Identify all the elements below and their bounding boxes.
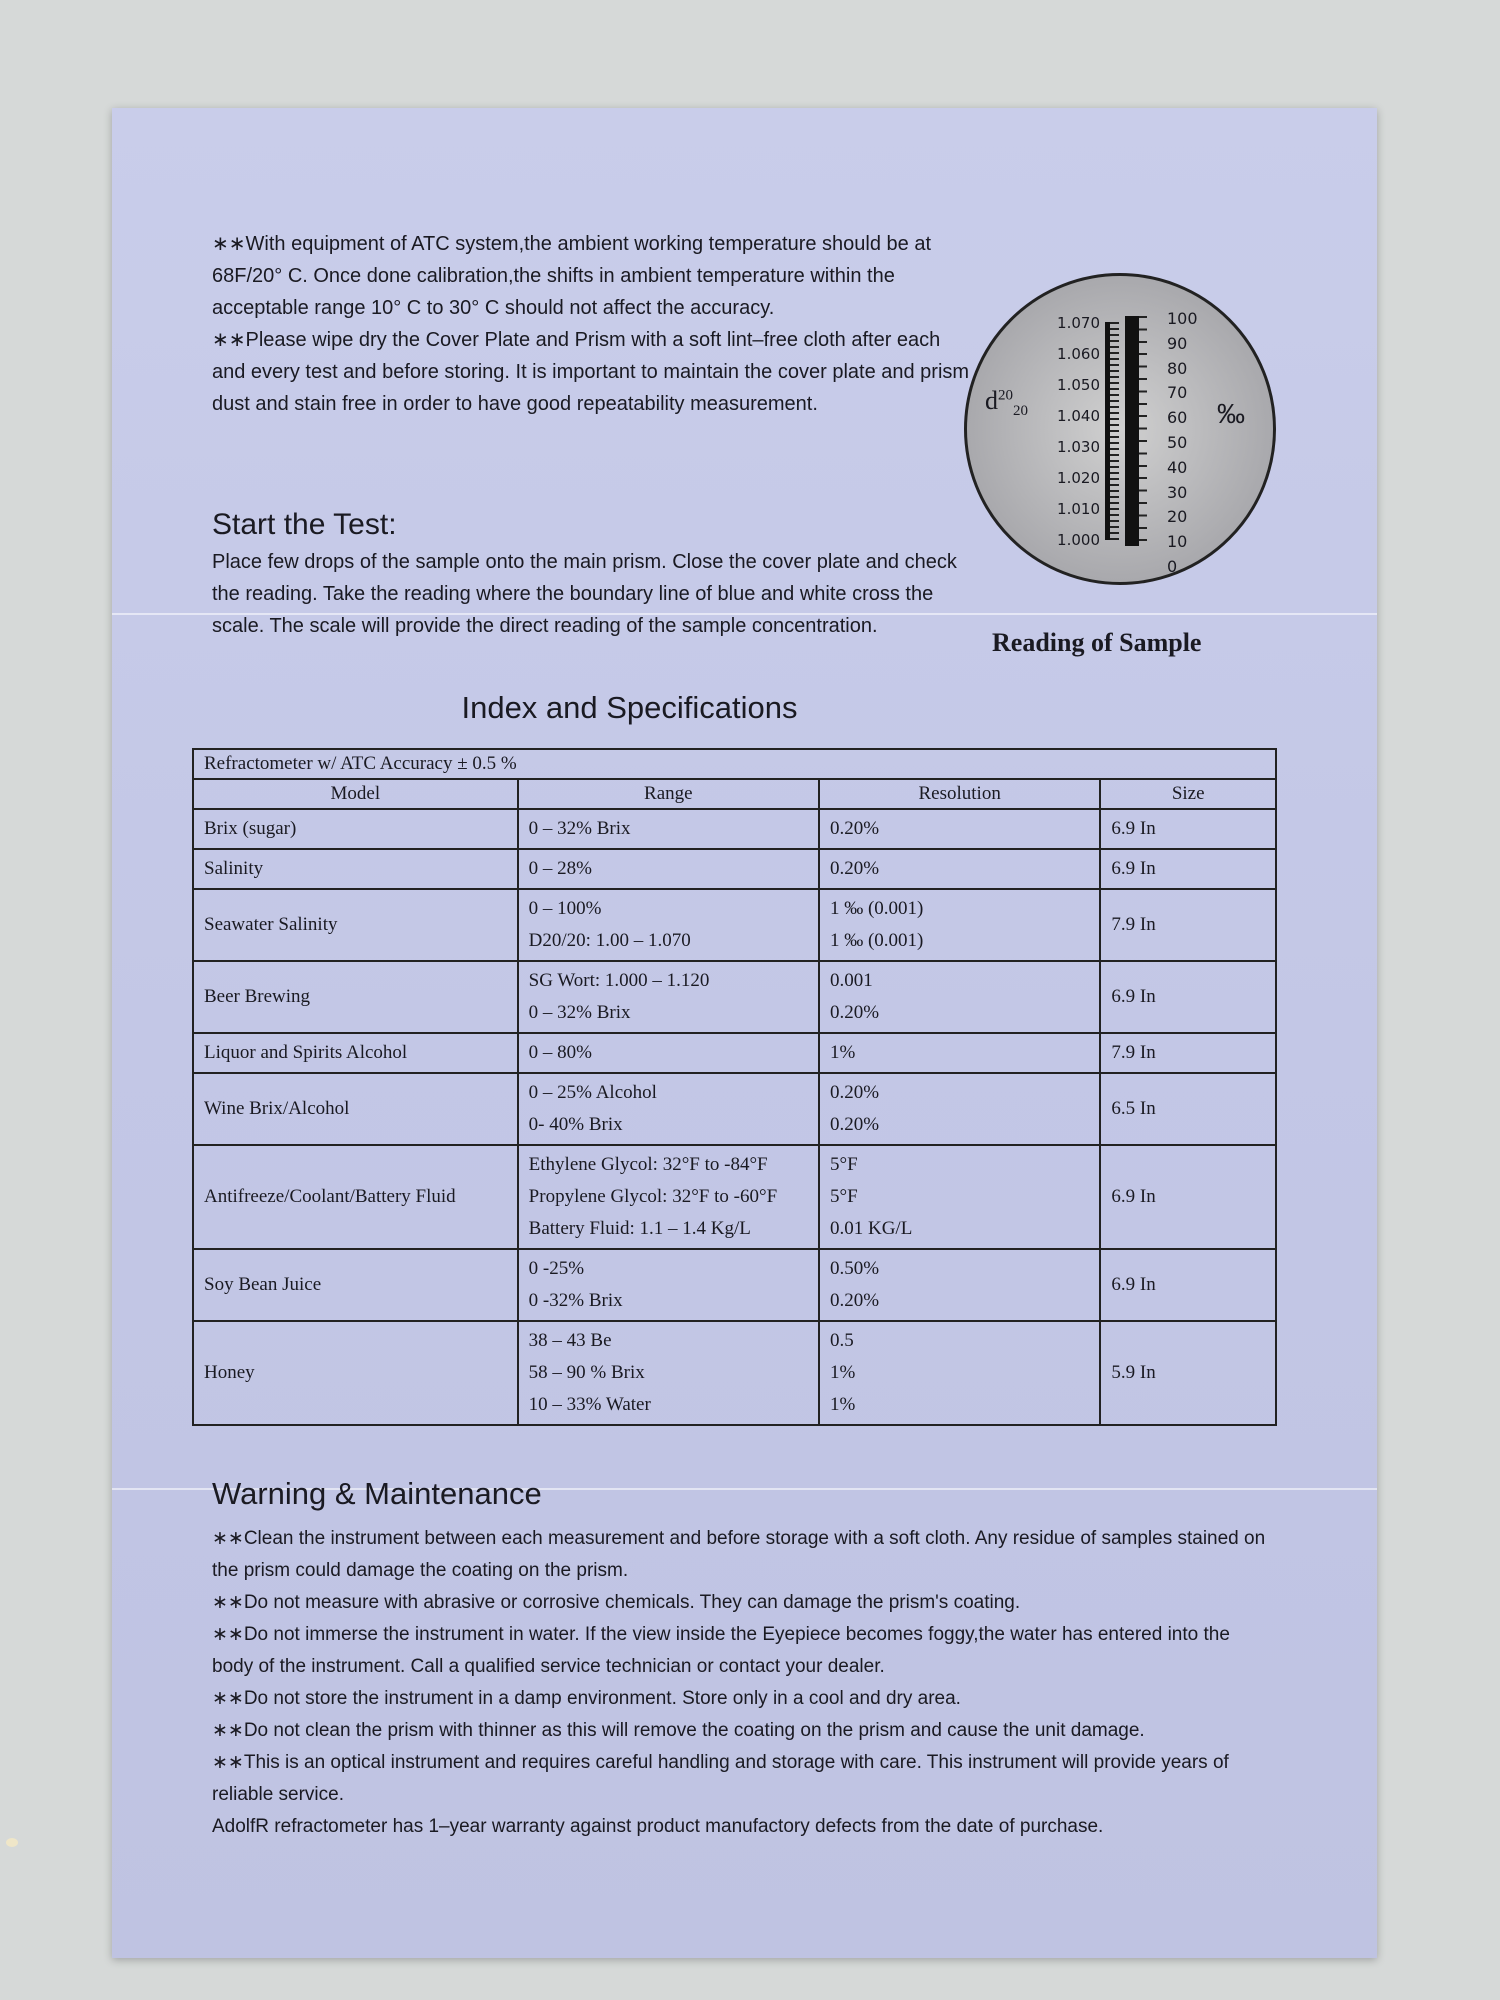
resolution-line: 0.20% [829,1114,880,1135]
resolution-cell [819,889,1100,961]
resolution-line: 1% [829,1394,856,1415]
resolution-cell [819,1145,1100,1249]
resolution-cell [819,809,1100,849]
range-line: 0 -32% Brix [528,1290,623,1311]
pct-tick-label: 90 [1167,333,1188,353]
model-cell: Antifreeze/Coolant/Battery Fluid [193,1145,518,1249]
resolution-line: 1% [829,1042,856,1063]
table-speck [6,1838,18,1847]
size-cell: 7.9 In [1100,889,1276,961]
sg-tick-label: 1.030 [1057,438,1100,456]
resolution-cell [819,1033,1100,1073]
size-cell: 6.5 In [1100,1073,1276,1145]
warning-item: ∗∗Do not measure with abrasive or corrosive chemicals. They can damage the prism's coating. [212,1592,1021,1613]
model-cell: Beer Brewing [193,961,518,1033]
d20-20-label: $d^{20}_{20}$ [985,386,1028,420]
pct-tick-label: 100 [1167,309,1198,328]
spec-body [193,809,1276,1425]
instruction-sheet [112,108,1377,1958]
spec-row [193,1073,1276,1145]
accuracy-cell: Refractometer w/ ATC Accuracy ± 0.5 % [193,749,1276,779]
resolution-cell [819,961,1100,1033]
resolution-line: 0.50% [829,1258,880,1279]
warning-item: ∗∗Do not store the instrument in a damp environment. Store only in a cool and dry area. [212,1688,961,1709]
permille-ticks [1167,309,1207,582]
range-cell [518,849,819,889]
resolution-cell [819,1073,1100,1145]
resolution-line: 5°F [829,1186,858,1207]
size-cell: 5.9 In [1100,1321,1276,1425]
pct-tick-label: 10 [1167,532,1188,552]
pct-tick-label: 0 [1167,556,1178,576]
resolution-line: 1% [829,1362,856,1383]
intro-section [212,228,972,420]
warning-item: ∗∗Clean the instrument between each measurement and before storage with a soft cloth. Any residue of samples stained on the prism could damage the coating on the prism. [212,1528,1266,1581]
spec-row [193,1249,1276,1321]
permille-scale-bar [1125,316,1139,546]
reading-caption: Reading of Sample [992,628,1202,657]
reading-scale-figure [964,273,1274,583]
spec-row [193,889,1276,961]
range-cell [518,1073,819,1145]
sg-tick-label: 1.020 [1057,469,1100,487]
resolution-line: 1 ‰ (0.001) [829,930,924,951]
range-line: SG Wort: 1.000 – 1.120 [528,970,710,991]
pct-tick-label: 30 [1167,482,1188,502]
range-line: 0 – 28% [528,858,592,879]
range-line: 0 – 100% [528,898,602,919]
range-line: D20/20: 1.00 – 1.070 [528,930,691,951]
size-cell: 6.9 In [1100,1145,1276,1249]
warranty-note: AdolfR refractometer has 1–year warranty against product manufactory defects from the date of purchase. [212,1816,1104,1837]
warning-item: ∗∗Do not immerse the instrument in water. If the view inside the Eyepiece becomes foggy,the water has entered into the body of the instrument. Call a qualified service technician or contact your dealer. [212,1624,1230,1677]
range-line: 38 – 43 Be [528,1330,612,1351]
header-model: Model [193,779,518,809]
atc-paragraph: ∗∗With equipment of ATC system,the ambient working temperature should be at 68F/20° C. Once done calibration,the shifts in ambient temperature within the acceptable range 10° C to 30° C should not affect the accuracy. [212,233,932,319]
size-cell: 6.9 In [1100,961,1276,1033]
sg-tick-label: 1.060 [1057,345,1100,363]
range-line: 0 – 32% Brix [528,818,631,839]
resolution-line: 0.20% [829,1002,880,1023]
pct-tick-label: 60 [1167,408,1188,428]
header-resolution: Resolution [819,779,1100,809]
header-range: Range [518,779,819,809]
model-cell: Liquor and Spirits Alcohol [193,1033,518,1073]
range-line: 10 – 33% Water [528,1394,651,1415]
resolution-line: 5°F [829,1154,858,1175]
specific-gravity-ticks [1045,314,1100,562]
model-cell: Wine Brix/Alcohol [193,1073,518,1145]
sg-tick-label: 1.000 [1057,531,1100,549]
spec-table [192,748,1277,1426]
size-cell: 6.9 In [1100,849,1276,889]
resolution-line: 0.20% [829,1082,880,1103]
header-size: Size [1100,779,1276,809]
cleaning-paragraph: ∗∗Please wipe dry the Cover Plate and Prism with a soft lint–free cloth after each and every test and before storing. It is important to maintain the cover plate and prism dust and stain free in order to have good repeatability measurement. [212,329,970,415]
spec-row [193,961,1276,1033]
size-cell: 7.9 In [1100,1033,1276,1073]
range-line: 58 – 90 % Brix [528,1362,645,1383]
pct-tick-label: 50 [1167,432,1188,452]
range-cell [518,961,819,1033]
sg-tick-label: 1.050 [1057,376,1100,394]
model-cell: Honey [193,1321,518,1425]
range-cell [518,809,819,849]
sg-tick-label: 1.010 [1057,500,1100,518]
range-line: 0 – 80% [528,1042,592,1063]
spec-row [193,1033,1276,1073]
range-line: Battery Fluid: 1.1 – 1.4 Kg/L [528,1218,751,1239]
range-cell [518,1033,819,1073]
sg-tick-label: 1.040 [1057,407,1100,425]
start-test-heading: Start the Test: [212,508,397,541]
permille-unit-label: ‰ [1217,398,1245,429]
range-line: 0 – 32% Brix [528,1002,631,1023]
sg-tick-label: 1.070 [1057,314,1100,332]
spec-row [193,1321,1276,1425]
range-line: 0- 40% Brix [528,1114,623,1135]
resolution-line: 0.20% [829,818,880,839]
model-cell: Salinity [193,849,518,889]
resolution-line: 0.20% [829,858,880,879]
resolution-line: 0.20% [829,1290,880,1311]
resolution-line: 0.01 KG/L [829,1218,913,1239]
model-cell: Brix (sugar) [193,809,518,849]
resolution-cell [819,1321,1100,1425]
spec-row [193,849,1276,889]
resolution-cell [819,849,1100,889]
resolution-cell [819,1249,1100,1321]
warning-item: ∗∗Do not clean the prism with thinner as this will remove the coating on the prism and cause the unit damage. [212,1720,1145,1741]
size-cell: 6.9 In [1100,809,1276,849]
resolution-line: 0.5 [829,1330,854,1351]
range-line: Propylene Glycol: 32°F to -60°F [528,1186,778,1207]
warning-item: ∗∗This is an optical instrument and requires careful handling and storage with care. This instrument will provide years of reliable service. [212,1752,1229,1805]
resolution-line: 0.001 [829,970,873,991]
range-line: Ethylene Glycol: 32°F to -84°F [528,1154,768,1175]
warning-heading: Warning & Maintenance [212,1476,542,1511]
accuracy-row [193,749,1276,779]
size-cell: 6.9 In [1100,1249,1276,1321]
pct-tick-label: 80 [1167,358,1188,378]
start-test-text: Place few drops of the sample onto the main prism. Close the cover plate and check the reading. Take the reading where the boundary line of blue and white cross the scale. The scale will provide the direct reading of the sample concentration. [212,551,957,637]
header-row [193,779,1276,809]
range-line: 0 – 25% Alcohol [528,1082,657,1103]
model-cell: Seawater Salinity [193,889,518,961]
range-cell [518,889,819,961]
scale-dial [964,273,1276,585]
spec-row [193,1145,1276,1249]
sg-scale-bar [1105,322,1119,540]
range-cell [518,1321,819,1425]
index-heading: Index and Specifications [461,690,798,725]
pct-tick-label: 40 [1167,457,1188,477]
range-cell [518,1249,819,1321]
range-line: 0 -25% [528,1258,585,1279]
range-cell [518,1145,819,1249]
model-cell: Soy Bean Juice [193,1249,518,1321]
pct-tick-label: 70 [1167,383,1188,403]
pct-tick-label: 20 [1167,507,1188,527]
warning-list [212,1523,1272,1843]
spec-row [193,809,1276,849]
resolution-line: 1 ‰ (0.001) [829,898,924,919]
